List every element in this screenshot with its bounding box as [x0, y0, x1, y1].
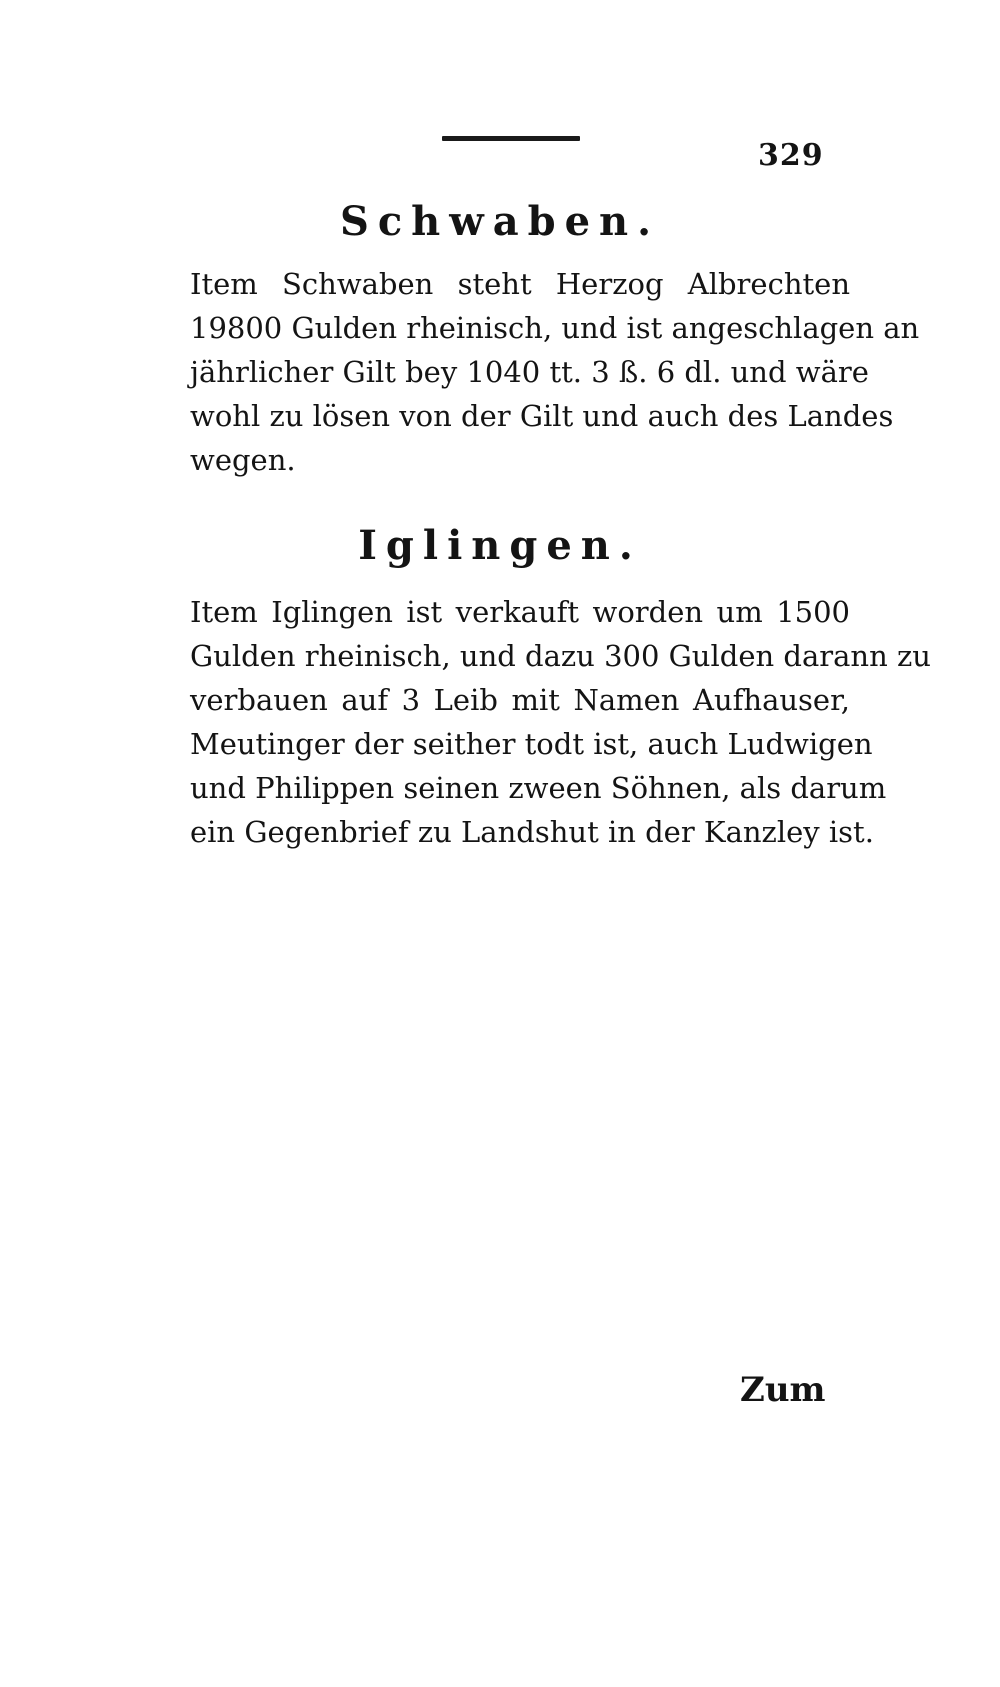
- text-line: Meutinger der seither todt ist, auch Ludwigen: [190, 727, 873, 761]
- text-line: wohl zu lösen von der Gilt und auch des Landes: [190, 399, 894, 433]
- text-line: verbauen auf 3 Leib mit Namen Aufhauser,: [190, 683, 850, 717]
- section-heading-iglingen: Iglingen.: [358, 522, 642, 569]
- text-line: Gulden rheinisch, und dazu 300 Gulden darann zu: [190, 639, 931, 673]
- section-heading-schwaben: Schwaben.: [339, 198, 661, 245]
- text-line: jährlicher Gilt bey 1040 tt. 3 ß. 6 dl. und wäre: [190, 355, 869, 389]
- text-line: Item Iglingen ist verkauft worden um 1500: [190, 595, 850, 629]
- text-line: wegen.: [190, 443, 296, 477]
- text-line: Item Schwaben steht Herzog Albrechten: [190, 267, 850, 301]
- text-line: und Philippen seinen zween Söhnen, als darum: [190, 771, 887, 805]
- text-line: ein Gegenbrief zu Landshut in der Kanzley ist.: [190, 815, 874, 849]
- paragraph-iglingen: [190, 590, 931, 854]
- paragraph-schwaben: [190, 262, 920, 482]
- catchword: Zum: [740, 1370, 826, 1410]
- header-rule: [442, 136, 580, 141]
- page-number: 329: [758, 138, 824, 173]
- text-line: 19800 Gulden rheinisch, und ist angeschlagen an: [190, 311, 920, 345]
